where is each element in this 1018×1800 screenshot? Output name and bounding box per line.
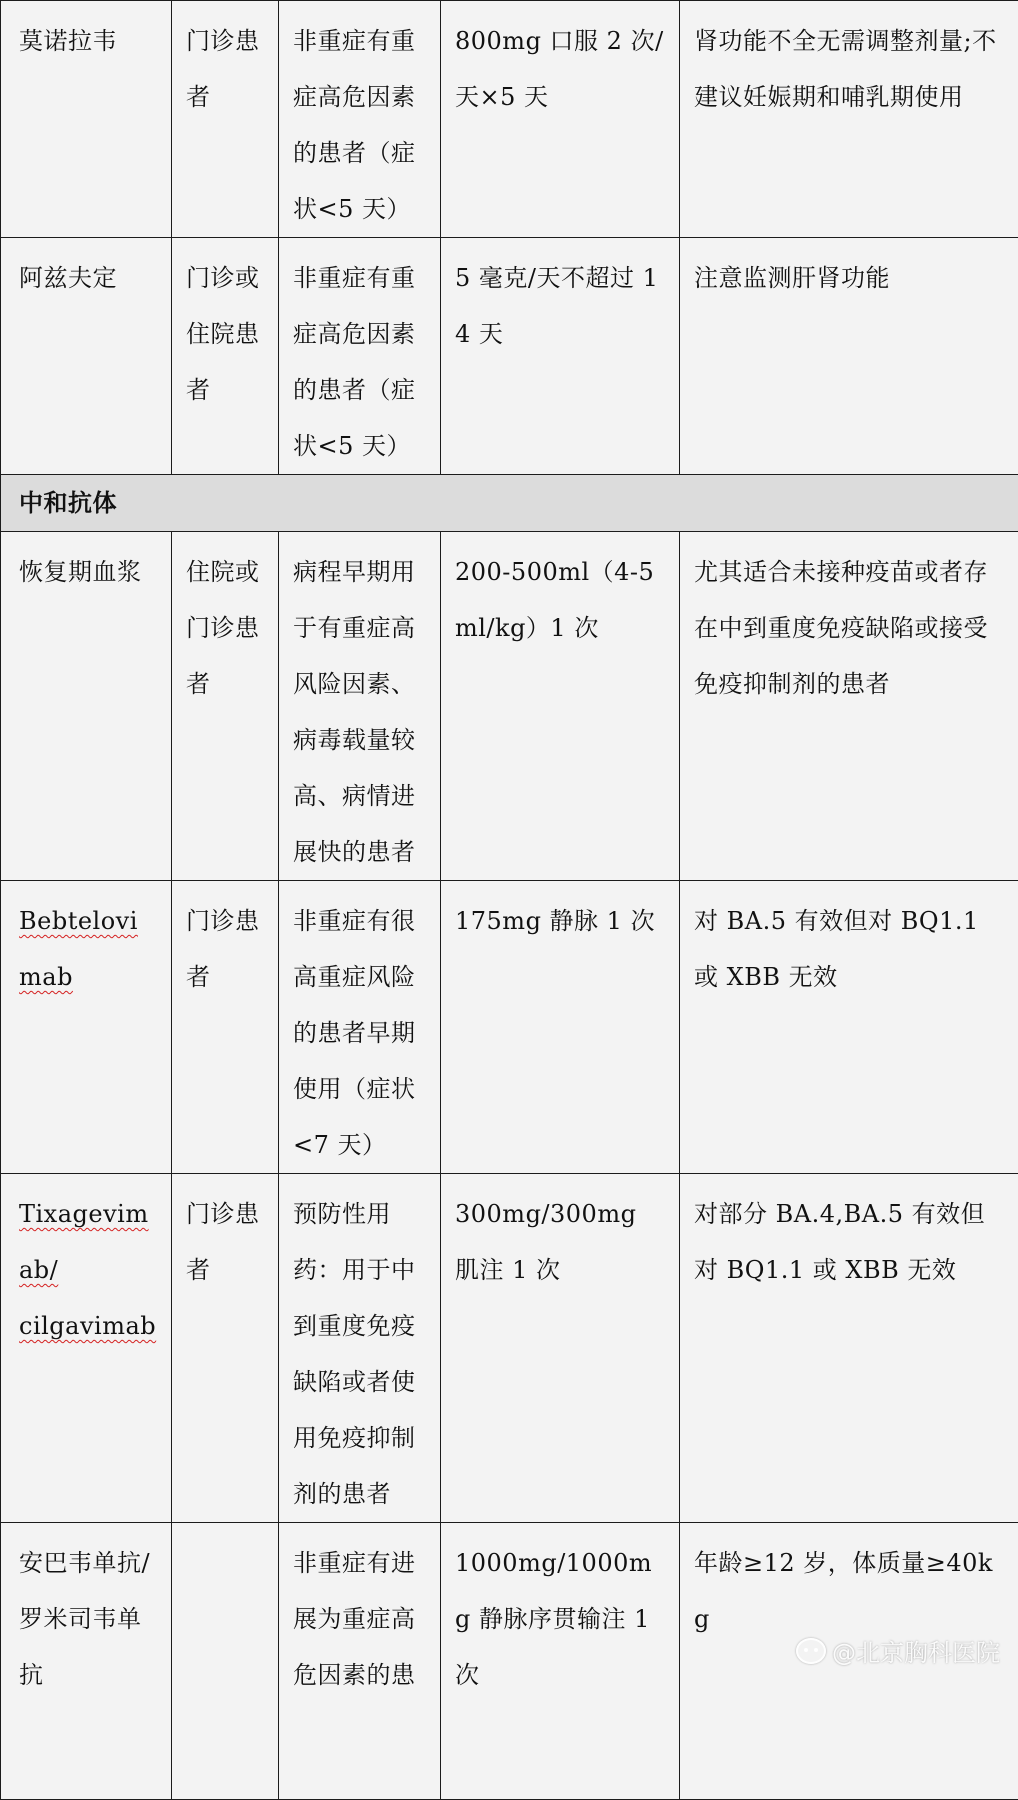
patients-cell: 住院或门诊患者 xyxy=(172,532,279,881)
section-title: 中和抗体 xyxy=(1,475,1018,532)
notes-cell: 年龄≥12 岁，体质量≥40kg xyxy=(680,1523,1018,1800)
drug-name-cell xyxy=(1,881,172,1174)
table-row xyxy=(1,238,1018,475)
table-row xyxy=(1,1,1018,238)
drug-name-cell: 安巴韦单抗/罗米司韦单抗 xyxy=(1,1523,172,1800)
watermark-text: @北京胸科医院 xyxy=(832,1633,1000,1668)
drug-name-cell: 恢复期血浆 xyxy=(1,532,172,881)
dosage-cell: 175mg 静脉 1 次 xyxy=(441,881,680,1174)
table-row xyxy=(1,532,1018,881)
drug-name-cell xyxy=(1,1174,172,1523)
watermark xyxy=(796,1633,1000,1668)
notes-cell: 尤其适合未接种疫苗或者存在中到重度免疫缺陷或接受免疫抑制剂的患者 xyxy=(680,532,1018,881)
dosage-cell: 200-500ml（4-5ml/kg）1 次 xyxy=(441,532,680,881)
drug-name-cell: 莫诺拉韦 xyxy=(1,1,172,238)
notes-cell: 对部分 BA.4,BA.5 有效但对 BQ1.1 或 XBB 无效 xyxy=(680,1174,1018,1523)
spellcheck-underlined-name: Bebtelovimab xyxy=(19,907,138,991)
dosage-cell: 800mg 口服 2 次/天×5 天 xyxy=(441,1,680,238)
patients-cell: 门诊患者 xyxy=(172,881,279,1174)
indication-cell: 非重症有进展为重症高危因素的患 xyxy=(279,1523,441,1800)
spellcheck-underlined-name: Tixagevimab/ xyxy=(19,1200,149,1284)
notes-cell: 注意监测肝肾功能 xyxy=(680,238,1018,475)
indication-cell: 非重症有重症高危因素的患者（症状<5 天） xyxy=(279,238,441,475)
dosage-cell: 5 毫克/天不超过 14 天 xyxy=(441,238,680,475)
dosage-cell: 1000mg/1000mg 静脉序贯输注 1 次 xyxy=(441,1523,680,1800)
spellcheck-underlined-name: cilgavimab xyxy=(19,1312,156,1340)
patients-cell: 门诊患者 xyxy=(172,1,279,238)
drug-name-cell: 阿兹夫定 xyxy=(1,238,172,475)
indication-cell: 非重症有重症高危因素的患者（症状<5 天） xyxy=(279,1,441,238)
patients-cell: 门诊或住院患者 xyxy=(172,238,279,475)
table-row xyxy=(1,881,1018,1174)
notes-cell: 对 BA.5 有效但对 BQ1.1 或 XBB 无效 xyxy=(680,881,1018,1174)
dosage-cell: 300mg/300mg 肌注 1 次 xyxy=(441,1174,680,1523)
indication-cell: 病程早期用于有重症高风险因素、病毒载量较高、病情进展快的患者 xyxy=(279,532,441,881)
indication-cell: 非重症有很高重症风险的患者早期使用（症状<7 天） xyxy=(279,881,441,1174)
section-header-row xyxy=(1,475,1018,532)
chat-bubble-icon xyxy=(796,1638,826,1664)
table-row xyxy=(1,1174,1018,1523)
patients-cell: 门诊患者 xyxy=(172,1174,279,1523)
notes-cell: 肾功能不全无需调整剂量;不建议妊娠期和哺乳期使用 xyxy=(680,1,1018,238)
indication-cell: 预防性用药：用于中到重度免疫缺陷或者使用免疫抑制剂的患者 xyxy=(279,1174,441,1523)
patients-cell xyxy=(172,1523,279,1800)
